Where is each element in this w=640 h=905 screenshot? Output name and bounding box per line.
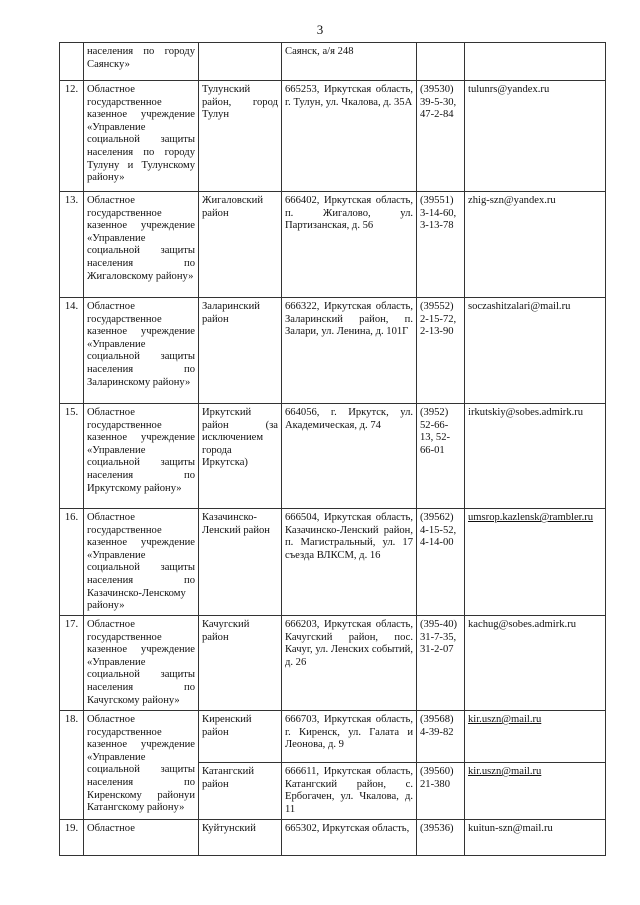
institutions-table xyxy=(59,42,606,856)
phone-numbers: (39530) 39-5-30, 47-2-84 xyxy=(417,81,465,192)
table-row xyxy=(60,509,606,616)
email-address[interactable]: kachug@sobes.admirk.ru xyxy=(465,616,606,711)
postal-address: 665302, Иркутская область, xyxy=(282,820,417,856)
email-address[interactable]: kuitun-szn@mail.ru xyxy=(465,820,606,856)
table-row xyxy=(60,711,606,763)
postal-address: 666322, Иркутская область, Заларинский район, п. Залари, ул. Ленина, д. 101Г xyxy=(282,298,417,404)
table-row xyxy=(60,404,606,509)
email-address[interactable]: kir.uszn@mail.ru xyxy=(465,763,606,820)
institution-name: Областное государственное казенное учреждение «Управление социальной защиты населения по Киренскому районуи Катангскому району» xyxy=(84,711,199,820)
phone-numbers: (3952) 52-66-13, 52-66-01 xyxy=(417,404,465,509)
postal-address: 664056, г. Иркутск, ул. Академическая, д. 74 xyxy=(282,404,417,509)
postal-address: 666703, Иркутская область, г. Киренск, ул. Галата и Леонова, д. 9 xyxy=(282,711,417,763)
email-address[interactable]: irkutskiy@sobes.admirk.ru xyxy=(465,404,606,509)
row-number: 14. xyxy=(60,298,84,404)
phone-numbers: (39568) 4-39-82 xyxy=(417,711,465,763)
row-number: 17. xyxy=(60,616,84,711)
row-number: 18. xyxy=(60,711,84,820)
table-row xyxy=(60,81,606,192)
row-number: 15. xyxy=(60,404,84,509)
institution-name: населения по городу Саянску» xyxy=(84,43,199,81)
service-area xyxy=(199,43,282,81)
institution-name: Областное государственное казенное учреждение «Управление социальной защиты населения по Иркутскому району» xyxy=(84,404,199,509)
row-number: 12. xyxy=(60,81,84,192)
postal-address: Саянск, а/я 248 xyxy=(282,43,417,81)
email-address xyxy=(465,43,606,81)
phone-numbers: (39551) 3-14-60, 3-13-78 xyxy=(417,192,465,298)
postal-address: 666402, Иркутская область, п. Жигалово, ул. Партизанская, д. 56 xyxy=(282,192,417,298)
service-area: Заларинский район xyxy=(199,298,282,404)
institution-name: Областное государственное казенное учреждение «Управление социальной защиты населения по Заларинскому району» xyxy=(84,298,199,404)
row-number: 19. xyxy=(60,820,84,856)
phone-numbers: (39552) 2-15-72, 2-13-90 xyxy=(417,298,465,404)
row-number: 16. xyxy=(60,509,84,616)
institution-name: Областное государственное казенное учреждение «Управление социальной защиты населения по Жигаловскому району» xyxy=(84,192,199,298)
postal-address: 665253, Иркутская область, г. Тулун, ул. Чкалова, д. 35А xyxy=(282,81,417,192)
service-area: Качугский район xyxy=(199,616,282,711)
phone-numbers: (39536) xyxy=(417,820,465,856)
service-area: Казачинско-Ленский район xyxy=(199,509,282,616)
page-number: 3 xyxy=(316,22,324,37)
institution-name: Областное государственное казенное учреждение «Управление социальной защиты населения по городу Тулуну и Тулунскому району» xyxy=(84,81,199,192)
row-number: 13. xyxy=(60,192,84,298)
table-row xyxy=(60,820,606,856)
postal-address: 666203, Иркутская область, Качугский район, пос. Качуг, ул. Ленских событий, д. 26 xyxy=(282,616,417,711)
postal-address: 666611, Иркутская область, Катангский район, с. Ербогачен, ул. Чкалова, д. 11 xyxy=(282,763,417,820)
service-area: Киренский район xyxy=(199,711,282,763)
service-area: Куйтунский xyxy=(199,820,282,856)
service-area: Иркутский район (за исключением города Иркутска) xyxy=(199,404,282,509)
table-row xyxy=(60,43,606,81)
table-row xyxy=(60,298,606,404)
service-area: Катангский район xyxy=(199,763,282,820)
email-address[interactable]: umsrop.kazlensk@rambler.ru xyxy=(465,509,606,616)
email-address[interactable]: zhig-szn@yandex.ru xyxy=(465,192,606,298)
email-address[interactable]: tulunrs@yandex.ru xyxy=(465,81,606,192)
email-address[interactable]: kir.uszn@mail.ru xyxy=(465,711,606,763)
phone-numbers xyxy=(417,43,465,81)
table-row xyxy=(60,616,606,711)
phone-numbers: (395-40) 31-7-35, 31-2-07 xyxy=(417,616,465,711)
phone-numbers: (39562) 4-15-52, 4-14-00 xyxy=(417,509,465,616)
row-number xyxy=(60,43,84,81)
table-row xyxy=(60,192,606,298)
institution-name: Областное xyxy=(84,820,199,856)
postal-address: 666504, Иркутская область, Казачинско-Ленский район, п. Магистральный, ул. 17 съезда ВЛКСМ, д. 16 xyxy=(282,509,417,616)
email-address[interactable]: soczashitzalari@mail.ru xyxy=(465,298,606,404)
service-area: Тулунский район, город Тулун xyxy=(199,81,282,192)
service-area: Жигаловский район xyxy=(199,192,282,298)
institution-name: Областное государственное казенное учреждение «Управление социальной защиты населения по Казачинско-Ленскому району» xyxy=(84,509,199,616)
phone-numbers: (39560) 21-380 xyxy=(417,763,465,820)
institution-name: Областное государственное казенное учреждение «Управление социальной защиты населения по Качугскому району» xyxy=(84,616,199,711)
